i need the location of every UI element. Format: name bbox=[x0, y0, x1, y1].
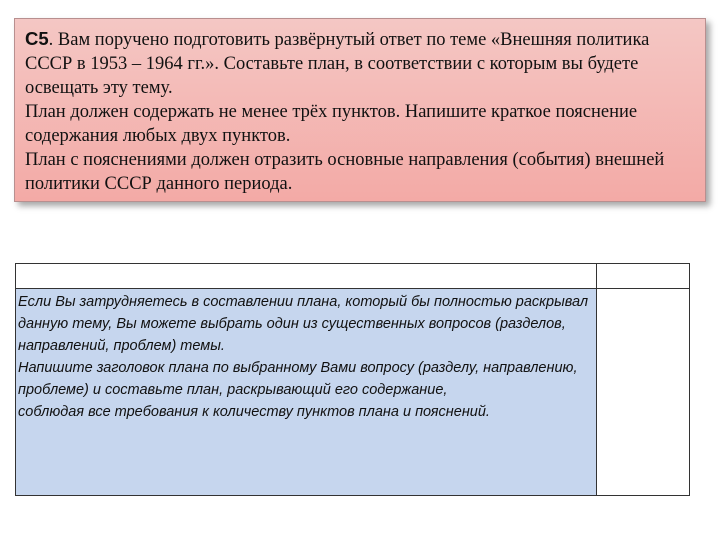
task-id: С5 bbox=[25, 28, 49, 49]
hint-cell bbox=[16, 289, 597, 496]
hint-paragraph-3: соблюдая все требования к количеству пунктов плана и пояснений. bbox=[18, 404, 490, 420]
hint-table bbox=[15, 263, 690, 496]
task-paragraph-1 bbox=[25, 27, 695, 100]
hint-paragraph-2: Напишите заголовок плана по выбранному Вами вопросу (разделу, направлению, проблеме) и составьте план, раскрывающий его содержание, bbox=[18, 360, 578, 398]
task-paragraph-3: План с пояснениями должен отразить основные направления (события) внешней политики СССР данного периода. bbox=[25, 150, 665, 194]
hint-paragraph-1: Если Вы затрудняетесь в составлении плана, который бы полностью раскрывал данную тему, Вы можете выбрать один из существенных вопросов (разделов, направлений, проблем) темы. bbox=[18, 294, 589, 354]
task-paragraph-2: План должен содержать не менее трёх пунктов. Напишите краткое пояснение содержания любых двух пунктов. bbox=[25, 102, 638, 146]
answer-cell bbox=[597, 289, 690, 496]
task-box bbox=[14, 18, 706, 202]
header-cell-main bbox=[16, 264, 597, 289]
header-cell-side bbox=[597, 264, 690, 289]
task-text-1: . Вам поручено подготовить развёрнутый ответ по теме «Внешняя политика СССР в 1953 – 1964 гг.». Составьте план, в соответствии с которым вы будете освещать эту тему. bbox=[25, 30, 650, 98]
table-header-row bbox=[16, 264, 690, 289]
table-body-row bbox=[16, 289, 690, 496]
